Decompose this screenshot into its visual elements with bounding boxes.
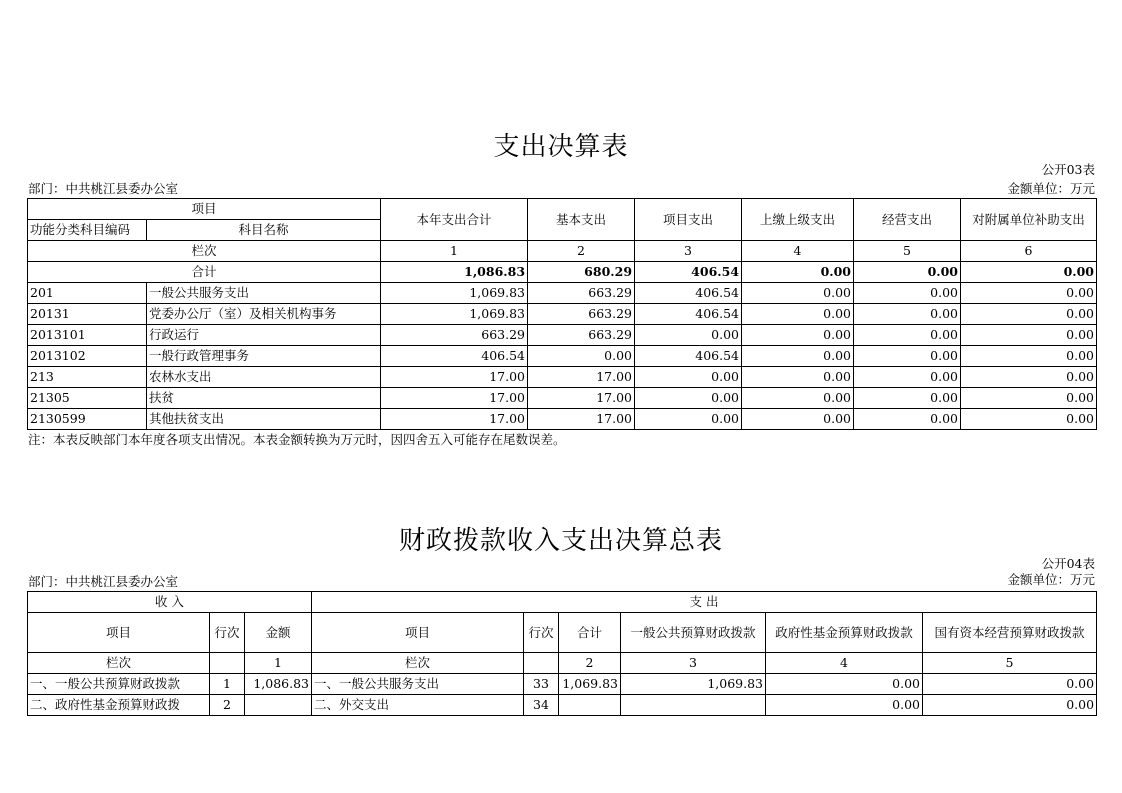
lanci-4: 4	[766, 653, 923, 674]
table1-code: 公开03表	[1041, 162, 1095, 177]
table2-title: 财政拨款收入支出决算总表	[398, 526, 723, 556]
income-line-cell: 1	[210, 674, 245, 695]
value-cell: 0.00	[742, 325, 854, 346]
income-item-cell: 二、政府性基金预算财政拨	[28, 695, 210, 716]
header-code: 功能分类科目编码	[28, 220, 147, 241]
table1-title: 支出决算表	[493, 132, 629, 162]
name-cell: 行政运行	[147, 325, 381, 346]
table2-unit: 金额单位：万元	[1007, 572, 1095, 587]
income-item-cell: 一、一般公共预算财政拨款	[28, 674, 210, 695]
table-row	[28, 695, 1097, 716]
lanci-row	[28, 653, 1097, 674]
value-cell: 0.00	[635, 325, 742, 346]
name-cell: 一般行政管理事务	[147, 346, 381, 367]
value-cell: 0.00	[854, 367, 961, 388]
lanci-3: 3	[621, 653, 766, 674]
sum-cell: 406.54	[635, 262, 742, 283]
header-expense-line: 行次	[524, 613, 559, 653]
value-cell: 0.00	[742, 388, 854, 409]
lanci-4: 4	[742, 241, 854, 262]
income-amount-cell	[245, 695, 312, 716]
expense-line-cell: 33	[524, 674, 559, 695]
table-row	[28, 409, 1097, 430]
value-cell: 1,069.83	[381, 283, 528, 304]
state-capital-cell: 0.00	[923, 674, 1097, 695]
gov-fund-cell: 0.00	[766, 695, 923, 716]
header-expense: 支 出	[312, 592, 1097, 613]
value-cell: 17.00	[528, 367, 635, 388]
value-cell: 0.00	[961, 325, 1097, 346]
lanci-2: 2	[559, 653, 621, 674]
expense-item-cell: 一、一般公共服务支出	[312, 674, 524, 695]
lanci-5: 5	[854, 241, 961, 262]
table1-department: 部门：中共桃江县委办公室	[28, 181, 179, 196]
value-cell: 663.29	[528, 283, 635, 304]
header-operation: 经营支出	[854, 199, 961, 241]
lanci-1: 1	[381, 241, 528, 262]
table1-note: 注：本表反映部门本年度各项支出情况。本表金额转换为万元时，因四舍五入可能存在尾数误差。	[28, 432, 566, 447]
header-name: 科目名称	[147, 220, 381, 241]
value-cell: 0.00	[961, 367, 1097, 388]
lanci-1: 1	[245, 653, 312, 674]
value-cell: 0.00	[854, 409, 961, 430]
header-state-capital: 国有资本经营预算财政拨款	[923, 613, 1097, 653]
value-cell: 17.00	[528, 409, 635, 430]
expenditure-table	[27, 198, 1097, 430]
header-item: 项目	[28, 199, 381, 220]
value-cell: 406.54	[381, 346, 528, 367]
fiscal-summary-table	[27, 591, 1097, 716]
value-cell: 17.00	[528, 388, 635, 409]
table-row	[28, 304, 1097, 325]
header-gov-fund: 政府性基金预算财政拨款	[766, 613, 923, 653]
lanci-label: 栏次	[312, 653, 524, 674]
header-income: 收 入	[28, 592, 312, 613]
code-cell: 20131	[28, 304, 147, 325]
code-cell: 2130599	[28, 409, 147, 430]
value-cell: 0.00	[635, 367, 742, 388]
value-cell: 663.29	[528, 325, 635, 346]
header-project: 项目支出	[635, 199, 742, 241]
value-cell: 663.29	[381, 325, 528, 346]
general-budget-cell	[621, 695, 766, 716]
header-income-amount: 金额	[245, 613, 312, 653]
value-cell: 0.00	[742, 346, 854, 367]
table2-code: 公开04表	[1041, 556, 1095, 571]
value-cell: 0.00	[854, 304, 961, 325]
value-cell: 0.00	[854, 388, 961, 409]
header-expense-total: 合计	[559, 613, 621, 653]
header-row	[28, 613, 1097, 653]
empty-cell	[524, 653, 559, 674]
name-cell: 党委办公厅（室）及相关机构事务	[147, 304, 381, 325]
name-cell: 其他扶贫支出	[147, 409, 381, 430]
value-cell: 406.54	[635, 304, 742, 325]
value-cell: 0.00	[854, 283, 961, 304]
value-cell: 0.00	[854, 325, 961, 346]
value-cell: 17.00	[381, 388, 528, 409]
value-cell: 17.00	[381, 367, 528, 388]
value-cell: 0.00	[528, 346, 635, 367]
header-income-item: 项目	[28, 613, 210, 653]
header-general-budget: 一般公共预算财政拨款	[621, 613, 766, 653]
header-basic: 基本支出	[528, 199, 635, 241]
name-cell: 农林水支出	[147, 367, 381, 388]
table-row	[28, 674, 1097, 695]
header-total: 本年支出合计	[381, 199, 528, 241]
general-budget-cell: 1,069.83	[621, 674, 766, 695]
table-row	[28, 325, 1097, 346]
table2-department: 部门：中共桃江县委办公室	[28, 574, 179, 589]
value-cell: 0.00	[635, 409, 742, 430]
value-cell: 0.00	[742, 283, 854, 304]
empty-cell	[210, 653, 245, 674]
header-subsidy: 对附属单位补助支出	[961, 199, 1097, 241]
sum-cell: 1,086.83	[381, 262, 528, 283]
lanci-3: 3	[635, 241, 742, 262]
header-row	[28, 199, 1097, 220]
value-cell: 1,069.83	[381, 304, 528, 325]
lanci-6: 6	[961, 241, 1097, 262]
code-cell: 21305	[28, 388, 147, 409]
lanci-row	[28, 241, 1097, 262]
value-cell: 0.00	[635, 388, 742, 409]
value-cell: 0.00	[742, 304, 854, 325]
code-cell: 213	[28, 367, 147, 388]
header-upper: 上缴上级支出	[742, 199, 854, 241]
code-cell: 2013102	[28, 346, 147, 367]
lanci-5: 5	[923, 653, 1097, 674]
table1-unit: 金额单位：万元	[1007, 181, 1095, 196]
sum-cell: 0.00	[854, 262, 961, 283]
expense-line-cell: 34	[524, 695, 559, 716]
income-line-cell: 2	[210, 695, 245, 716]
name-cell: 扶贫	[147, 388, 381, 409]
value-cell: 406.54	[635, 283, 742, 304]
expense-item-cell: 二、外交支出	[312, 695, 524, 716]
value-cell: 0.00	[961, 283, 1097, 304]
income-amount-cell: 1,086.83	[245, 674, 312, 695]
header-expense-item: 项目	[312, 613, 524, 653]
lanci-label: 栏次	[28, 241, 381, 262]
sum-label: 合计	[28, 262, 381, 283]
value-cell: 0.00	[961, 409, 1097, 430]
expense-total-cell	[559, 695, 621, 716]
value-cell: 663.29	[528, 304, 635, 325]
expense-total-cell: 1,069.83	[559, 674, 621, 695]
header-income-line: 行次	[210, 613, 245, 653]
lanci-label: 栏次	[28, 653, 210, 674]
sum-cell: 0.00	[742, 262, 854, 283]
sum-row	[28, 262, 1097, 283]
value-cell: 406.54	[635, 346, 742, 367]
table-row	[28, 283, 1097, 304]
value-cell: 0.00	[742, 409, 854, 430]
name-cell: 一般公共服务支出	[147, 283, 381, 304]
code-cell: 201	[28, 283, 147, 304]
state-capital-cell: 0.00	[923, 695, 1097, 716]
sum-cell: 0.00	[961, 262, 1097, 283]
value-cell: 0.00	[961, 346, 1097, 367]
value-cell: 0.00	[854, 346, 961, 367]
header-row	[28, 592, 1097, 613]
value-cell: 17.00	[381, 409, 528, 430]
table-row	[28, 346, 1097, 367]
value-cell: 0.00	[961, 304, 1097, 325]
table-row	[28, 388, 1097, 409]
value-cell: 0.00	[742, 367, 854, 388]
sum-cell: 680.29	[528, 262, 635, 283]
code-cell: 2013101	[28, 325, 147, 346]
lanci-2: 2	[528, 241, 635, 262]
gov-fund-cell: 0.00	[766, 674, 923, 695]
value-cell: 0.00	[961, 388, 1097, 409]
table-row	[28, 367, 1097, 388]
